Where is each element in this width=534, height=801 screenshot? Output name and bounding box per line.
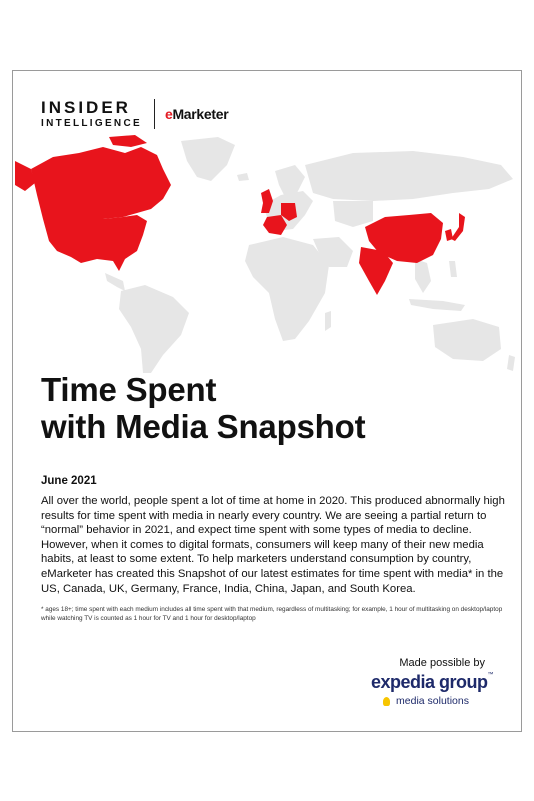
report-cover — [12, 70, 522, 732]
insider-logo-line1: INSIDER — [41, 98, 131, 117]
world-map-illustration — [13, 135, 521, 375]
insider-logo-line2: INTELLIGENCE — [41, 118, 142, 129]
expedia-group-logo: expedia group™ — [370, 672, 493, 692]
publication-date: June 2021 — [41, 475, 97, 487]
made-possible-by-label: Made possible by — [399, 657, 485, 669]
japan-shape — [451, 213, 465, 241]
usa-shape — [43, 215, 147, 271]
footnote: * ages 18+; time spent with each medium includes all time spent with that medium, regardless of multitasking; for example, 1 hour of multitasking on desktop/laptop while watching TV is counted as 1 hour for TV and 1 hour for desktop/laptop — [41, 606, 503, 622]
title-line-2: with Media Snapshot — [41, 408, 366, 445]
logo-row — [41, 97, 228, 131]
canada-shape — [31, 147, 171, 219]
title-line-1: Time Spent — [41, 371, 217, 408]
media-solutions-text: media solutions — [396, 695, 469, 707]
world-map-background — [105, 137, 515, 373]
emarketer-logo: eMarketer — [164, 106, 229, 122]
logo-divider — [154, 99, 155, 129]
intro-paragraph: All over the world, people spent a lot of time at home in 2020. This produced abnormally high results for time spent with media in nearly every country. We are seeing a partial return to “normal” behavior in 2021, and expect time spent with some types of media to decline. However, when it comes to digital formats, consumers will keep many of their new media habits, at least to some extent. To help marketers understand consumption by country, eMarketer has created this Snapshot of our latest estimates for time spent with media* in the US, Canada, UK, Germany, France, India, China, Japan, and South Korea. — [41, 495, 505, 595]
alaska-shape — [15, 161, 35, 191]
insider-intelligence-logo — [41, 99, 142, 129]
canada-islands-shape — [109, 135, 147, 147]
media-solutions-label — [383, 695, 469, 707]
lightbulb-icon — [383, 697, 390, 706]
page-title — [41, 371, 365, 445]
